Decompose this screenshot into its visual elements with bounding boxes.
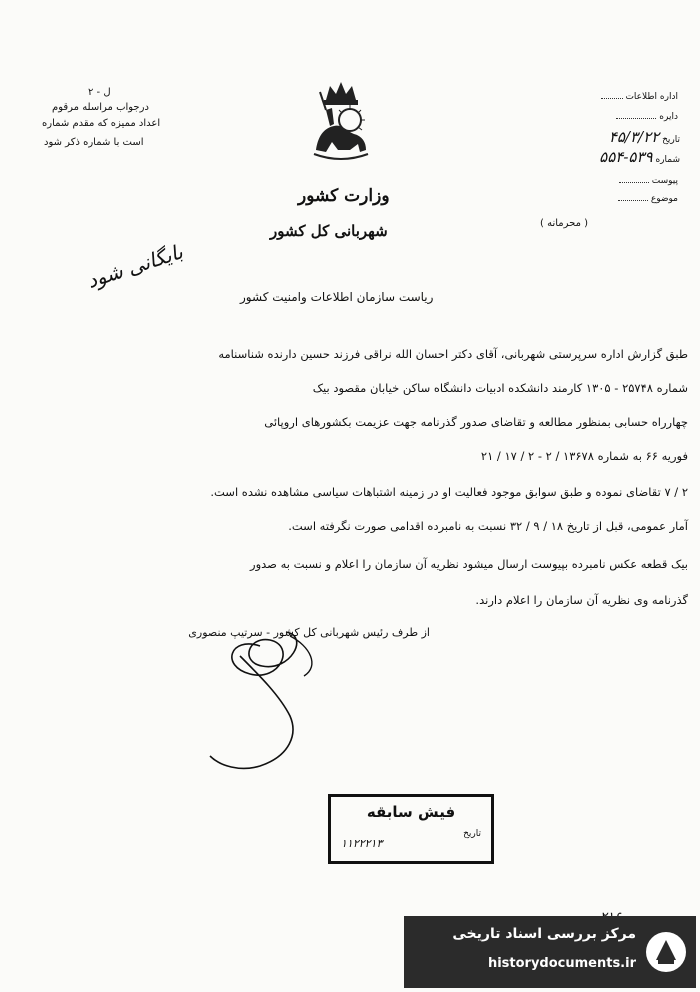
body-line-6: آمار عمومی، قبل از تاریخ ۱۸ / ۹ / ۳۲ نسبت به نامبرده اقدامی صورت نگرفته است. [288, 519, 688, 533]
stamp-date-label: تاریخ [463, 829, 481, 839]
subject-field: موضوع [598, 194, 678, 204]
stamp-title: فیش سابقه [366, 803, 456, 821]
watermark-title: مرکز بررسی اسناد تاریخی [452, 926, 636, 942]
body-line-7: بیک قطعه عکس نامبرده بپیوست ارسال میشود نظریه آن سازمان را اعلام و نسبت به صدور [250, 557, 688, 571]
reply-instruction-line-3: است با شماره ذکر شود [44, 137, 144, 148]
body-line-8: گذرنامه وی نظریه آن سازمان را اعلام دارند. [475, 593, 688, 607]
reply-instruction-line-1: درجواب مراسله مرقوم [52, 102, 149, 113]
dept-field: دایره [598, 112, 678, 122]
signature-line: از طرف رئیس شهربانی کل کشور - سرتیپ منصوری [188, 626, 430, 639]
addressee: ریاست سازمان اطلاعات وامنیت کشور [240, 290, 434, 304]
lion-and-sun-emblem [306, 80, 376, 166]
stamp-number: ۱۱۲۲۲۱۳ [341, 837, 383, 850]
watermark-banner [404, 916, 696, 988]
reply-instruction-line-2: اعداد ممیزه که مقدم شماره [42, 118, 161, 129]
body-line-3: چهارراه حسابی بمنظور مطالعه و تقاضای صدور گذرنامه جهت عزیمت بکشورهای اروپائی [264, 415, 688, 429]
attachment-field: پیوست [598, 176, 678, 186]
date-field: تاریخ ۴۵/۳/۲۲ [608, 128, 680, 146]
record-stamp [328, 794, 494, 864]
department-title: شهربانی کل کشور [270, 222, 388, 240]
reference-code: ل - ۲ [88, 87, 111, 98]
body-line-4: فوریه ۶۶ به شماره ۱۳۶۷۸ / ۲ - ۲ / ۱۷ / ۲۱ [480, 449, 688, 463]
margin-note: بایگانی شود [84, 239, 186, 293]
archive-logo-icon [644, 930, 688, 974]
date-value: ۴۵/۳/۲۲ [608, 128, 660, 146]
body-line-2: شماره ۲۵۷۴۸ - ۱۳۰۵ کارمند دانشکده ادبیات دانشگاه ساکن خیابان مقصود بیک [312, 381, 688, 395]
watermark-url: historydocuments.ir [487, 956, 636, 971]
handwritten-signature [200, 616, 340, 776]
office-field: اداره اطلاعات [598, 92, 678, 102]
body-line-5: ۲ / ۷ تقاضای نموده و طبق سوابق موجود فعالیت او در زمینه اشتباهات سیاسی مشاهده نشده است. [210, 485, 688, 499]
ministry-title: وزارت کشور [298, 186, 390, 206]
number-value: ۵۳۹-۵۵۴ [599, 148, 653, 166]
body-line-1: طبق گزارش اداره سرپرستی شهربانی، آقای دکتر احسان الله نراقی فرزند حسین دارنده شناسنامه [218, 347, 688, 361]
classification-label: ( محرمانه ) [540, 218, 589, 229]
number-field: شماره ۵۳۹-۵۵۴ [599, 148, 680, 166]
